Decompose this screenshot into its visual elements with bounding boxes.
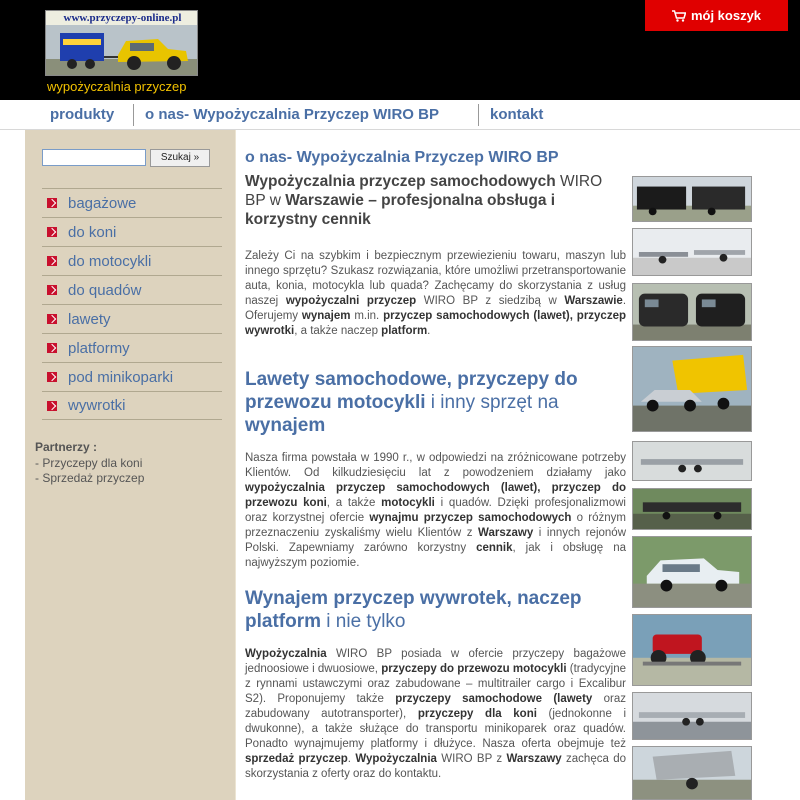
text-run: i nie tylko <box>321 611 406 632</box>
trailer-photo-car-haulers[interactable] <box>632 228 752 276</box>
nav-item-o-nas[interactable]: o nas- Wypożyczalnia Przyczep WIRO BP <box>145 106 439 123</box>
text-run: Warszawie <box>564 295 623 307</box>
text-run: . <box>427 325 431 337</box>
text-run: motocykli <box>381 497 435 509</box>
text-run: Warszawy <box>506 753 562 765</box>
category-item-do-quadow[interactable] <box>42 275 222 304</box>
trailer-photo-quad[interactable] <box>632 614 752 686</box>
category-label: lawety <box>68 310 111 328</box>
trailer-photo-vintage-car[interactable] <box>632 536 752 608</box>
text-run: . <box>347 753 356 765</box>
text-run: przyczepy do przewozu motocykli <box>381 663 567 675</box>
intro-text-1: WIRO BP w <box>245 173 603 209</box>
trailer-photo-tipper[interactable] <box>632 746 752 800</box>
partners-title: Partnerzy : <box>35 440 98 454</box>
intro-bold-2: Warszawie <box>285 192 364 209</box>
text-run: Zależy Ci na szybkim i bezpiecznym przewiezieniu towaru, maszyn lub innego sprzętu? Szukasz rozwiązania, które umożliwi przetransportowanie auta, konia, motocykla lub quada? Zachęcamy do skorzystania z usług naszej <box>245 250 626 307</box>
search-button[interactable]: Szukaj » <box>150 149 210 167</box>
text-run: m.in. <box>350 310 384 322</box>
partner-link-sprzedaz-przyczep[interactable]: - Sprzedaż przyczep <box>35 471 145 485</box>
intro-bold-1: Wypożyczalnia przyczep samochodowych <box>245 173 556 190</box>
text-run: przyczepy samochodowe (lawety <box>395 693 593 705</box>
logo-tagline: wypożyczalnia przyczep <box>47 79 187 94</box>
text-run: Wypożyczalnia <box>355 753 437 765</box>
text-run: przyczepy dla koni <box>417 708 537 720</box>
text-run: wypożyczalni przyczep <box>285 295 417 307</box>
trailer-photo-car-transporter[interactable] <box>632 692 752 740</box>
logo-text: www.przyczepy-online.pl <box>46 11 198 25</box>
text-run: o różnym przeznaczeniu zyskaliśmy wielu Klientów z <box>245 512 626 539</box>
arrow-right-icon <box>47 314 57 324</box>
shopping-cart-icon <box>672 10 686 22</box>
text-run: (jednokonne i dwukonne), a także służące do transportu minikoparek oraz quadów. Ponadto wynajmujemy platformy i dłużyce. Nasza oferta obejmuje też <box>245 708 627 750</box>
category-label: do quadów <box>68 281 142 299</box>
text-run: Warszawy <box>478 527 534 539</box>
arrow-right-icon <box>47 285 57 295</box>
intro-text-2: – profesjonalna obsługa i korzystny <box>245 192 556 228</box>
category-item-do-motocykli[interactable] <box>42 246 222 275</box>
section-heading-lawety <box>245 368 625 437</box>
text-run: WIRO BP z <box>436 753 507 765</box>
text-run: , jak i obsługę na najwyższym poziomie. <box>245 542 626 569</box>
text-run: oraz zabudowany autotransporter), <box>245 693 626 720</box>
partner-link-przyczepy-dla-koni[interactable]: - Przyczepy dla koni <box>35 456 143 470</box>
nav-item-kontakt[interactable]: kontakt <box>490 106 544 123</box>
category-item-platformy[interactable] <box>42 333 222 362</box>
logo-trailer-truck-picture <box>46 25 198 76</box>
category-item-do-koni[interactable] <box>42 217 222 246</box>
category-item-lawety[interactable] <box>42 304 222 333</box>
trailer-photo-car-on-tipper[interactable] <box>632 346 752 432</box>
paragraph-history <box>245 451 626 571</box>
category-label: do motocykli <box>68 252 152 270</box>
site-logo[interactable] <box>45 10 198 76</box>
text-run: platform <box>381 325 428 337</box>
text-run: i innych rejonów Polski. Zapewniamy zarówno korzystny <box>245 527 627 554</box>
text-run: i inny sprzęt na <box>425 392 559 413</box>
category-label: pod minikoparki <box>68 368 174 386</box>
nav-divider <box>133 104 134 126</box>
category-label: bagażowe <box>68 194 137 212</box>
text-run: , a także naczep <box>294 325 382 337</box>
text-run: Wynajem przyczep wywrotek, naczep platform <box>245 588 582 632</box>
page-title: o nas- Wypożyczalnia Przyczep WIRO BP <box>245 149 559 166</box>
category-item-bagazowe[interactable] <box>42 188 222 217</box>
paragraph-intro <box>245 249 626 339</box>
text-run: . Oferujemy <box>245 295 627 322</box>
trailer-photo-platform[interactable] <box>632 441 752 481</box>
arrow-right-icon <box>47 343 57 353</box>
text-run: wynajem <box>245 415 326 436</box>
category-label: platformy <box>68 339 130 357</box>
cart-label: mój koszyk <box>690 8 762 23</box>
text-run: zachęca do skorzystania z oferty oraz do kontaktu. <box>245 753 627 780</box>
category-item-pod-minikoparki[interactable] <box>42 362 222 391</box>
text-run: WIRO BP posiada w ofercie przyczepy bagażowe jednoosiowe i dwuosiowe, <box>245 648 626 675</box>
trailer-photo-enclosed[interactable] <box>632 176 752 222</box>
arrow-right-icon <box>47 401 57 411</box>
intro-bold-3: cennik <box>321 211 371 228</box>
text-run: sprzedaż przyczep <box>245 753 348 765</box>
text-run: cennik <box>476 542 513 554</box>
category-item-wywrotki[interactable] <box>42 391 222 420</box>
text-run: wypożyczalnia przyczep samochodowych (lawet), przyczep do przewozu koni <box>245 482 626 509</box>
trailer-photo-multitrailer[interactable] <box>632 488 752 530</box>
main-navigation <box>0 100 800 130</box>
text-run: WIRO BP z siedzibą w <box>416 295 565 307</box>
arrow-right-icon <box>47 372 57 382</box>
category-label: wywrotki <box>68 397 126 414</box>
text-run: wynajmu przyczep samochodowych <box>369 512 572 524</box>
section-heading-wywrotki <box>245 587 625 633</box>
trailer-photo-horse[interactable] <box>632 283 752 341</box>
nav-divider <box>478 104 479 126</box>
text-run: (tradycyjne z rynnami ustawczymi oraz zabudowane – multitrailer cargo i Excalibur S2). Proponujemy także <box>245 663 626 705</box>
arrow-right-icon <box>47 198 57 208</box>
category-list <box>42 188 222 420</box>
header-bar <box>0 0 800 100</box>
text-run: , a także <box>326 497 382 509</box>
intro-heading <box>245 172 625 229</box>
category-label: do koni <box>68 223 117 241</box>
nav-item-produkty[interactable]: produkty <box>50 106 115 123</box>
text-run: Wypożyczalnia <box>245 648 327 660</box>
paragraph-offer <box>245 647 626 782</box>
search-input[interactable] <box>42 149 146 166</box>
arrow-right-icon <box>47 227 57 237</box>
text-run: Lawety samochodowe, przyczepy do przewozu motocykli <box>245 369 578 413</box>
text-run: przyczep samochodowych (lawet), przyczep wywrotki <box>245 310 626 337</box>
text-run: wynajem <box>301 310 351 322</box>
text-run: Nasza firma powstała w 1990 r., w odpowiedzi na zróżnicowane potrzeby Klientów. Od kilkudziesięciu lat z powodzeniem działamy jako <box>245 452 626 479</box>
arrow-right-icon <box>47 256 57 266</box>
text-run: i quadów. Dzięki profesjonalizmowi oraz korzystnej ofercie <box>245 497 626 524</box>
cart-button[interactable] <box>645 0 788 31</box>
